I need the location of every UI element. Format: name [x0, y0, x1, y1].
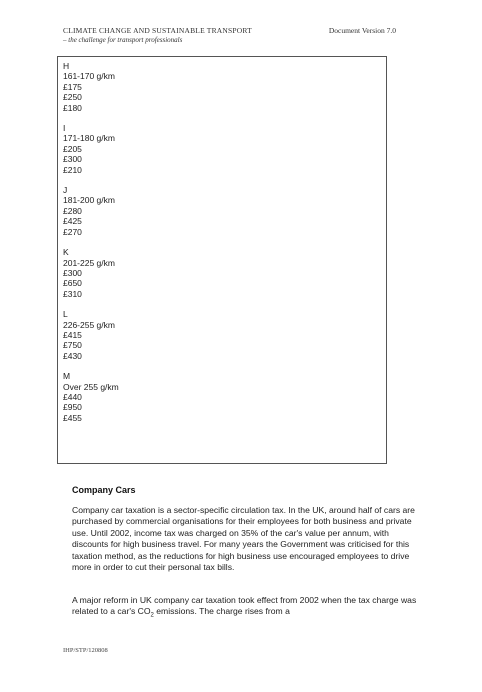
band-value: £310 [63, 288, 82, 299]
band-value: £180 [63, 102, 82, 113]
document-header-subtitle: – the challenge for transport professionals [63, 36, 183, 44]
band-value: £300 [63, 267, 82, 278]
document-header-title: CLIMATE CHANGE AND SUSTAINABLE TRANSPORT [63, 26, 252, 35]
band-value: £415 [63, 329, 82, 340]
band-value: £950 [63, 402, 82, 413]
band-value: £210 [63, 164, 82, 175]
band-range: Over 255 g/km [63, 381, 119, 392]
paragraph-text: A major reform in UK company car taxation took effect from 2002 when the tax charge was related to a car's CO [72, 595, 417, 617]
paragraph-company-car-tax: Company car taxation is a sector-specific circulation tax. In the UK, around half of cars are purchased by commercial organisations for their employees for both business and private use. Until 2002, income tax was charged on 35% of the car's value per annum, with discounts for high business travel. For many years the Government was criticised for this taxation method, as the reductions for high business use encouraged employees to drive more in order to cut their personal tax bills. [72, 505, 415, 573]
tax-band-h [63, 61, 119, 113]
band-value: £280 [63, 205, 82, 216]
subscript-2: 2 [150, 613, 154, 620]
band-value: £455 [63, 412, 82, 423]
band-value: £650 [63, 278, 82, 289]
paragraph-text: emissions. The charge rises from a [153, 606, 290, 617]
band-value: £250 [63, 92, 82, 103]
band-letter: M [63, 371, 71, 382]
tax-band-m [63, 371, 119, 423]
band-range: 226-255 g/km [63, 319, 115, 330]
band-range: 181-200 g/km [63, 195, 115, 206]
document-footer-code: IHP/STP/120808 [63, 647, 108, 654]
band-value: £430 [63, 350, 82, 361]
section-heading: Company Cars [72, 485, 136, 495]
band-value: £300 [63, 154, 82, 165]
tax-band-i [63, 123, 119, 175]
band-value: £750 [63, 340, 82, 351]
tax-band-table [57, 56, 387, 464]
band-value: £270 [63, 226, 82, 237]
document-version: Document Version 7.0 [328, 26, 396, 35]
band-range: 201-225 g/km [63, 257, 115, 268]
tax-band-list [63, 61, 119, 433]
band-letter: J [63, 185, 68, 196]
tax-band-j [63, 185, 119, 237]
band-value: £425 [63, 216, 82, 227]
band-range: 171-180 g/km [63, 133, 115, 144]
band-value: £205 [63, 143, 82, 154]
band-letter: I [63, 123, 66, 134]
band-range: 161-170 g/km [63, 71, 115, 82]
paragraph-reform-2002 [72, 595, 417, 623]
band-value: £175 [63, 81, 82, 92]
band-letter: K [63, 247, 69, 258]
band-value: £440 [63, 391, 82, 402]
tax-band-l [63, 309, 119, 361]
tax-band-k [63, 247, 119, 299]
band-letter: L [63, 309, 68, 320]
band-letter: H [63, 61, 70, 71]
